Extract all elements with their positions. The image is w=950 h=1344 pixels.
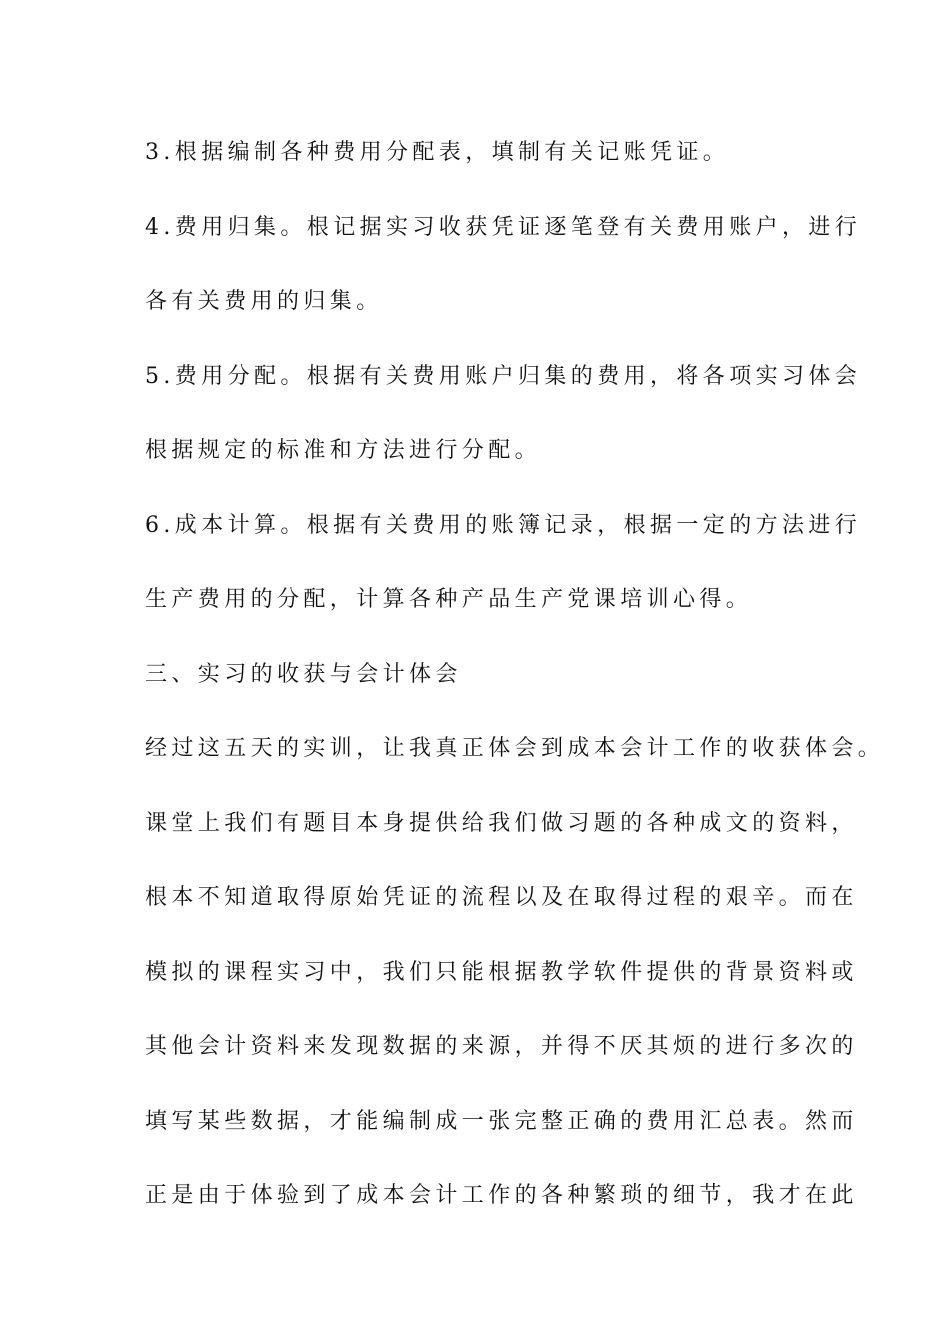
text-line: 经过这五天的实训，让我真正体会到成本会计工作的收获体会。 — [145, 736, 885, 761]
text-line: 5.费用分配。根据有关费用账户归集的费用，将各项实习体会 — [145, 363, 862, 389]
text-line: 6.成本计算。根据有关费用的账簿记录，根据一定的方法进行 — [145, 512, 862, 538]
text-line: 根据规定的标准和方法进行分配。 — [145, 438, 542, 463]
text-line: 课堂上我们有题目本身提供给我们做习题的各种成文的资料， — [145, 810, 858, 836]
text-line: 根本不知道取得原始凭证的流程以及在取得过程的艰辛。而在 — [145, 885, 858, 910]
text-line: 4.费用归集。根记据实习收获凭证逐笔登有关费用账户，进行 — [145, 214, 862, 240]
text-line: 各有关费用的归集。 — [145, 289, 383, 314]
text-line: 其他会计资料来发现数据的来源，并得不厌其烦的进行多次的 — [145, 1034, 858, 1059]
text-line: 模拟的课程实习中，我们只能根据教学软件提供的背景资料或 — [145, 959, 858, 985]
text-line: 3.根据编制各种费用分配表，填制有关记账凭证。 — [145, 140, 730, 165]
text-line: 正是由于体验到了成本会计工作的各种繁琐的细节，我才在此 — [145, 1183, 858, 1208]
section-heading: 三、实习的收获与会计体会 — [145, 661, 462, 687]
text-line: 填写某些数据，才能编制成一张完整正确的费用汇总表。然而 — [145, 1108, 858, 1134]
document-body — [145, 128, 885, 1246]
text-line: 生产费用的分配，计算各种产品生产党课培训心得。 — [145, 587, 753, 612]
